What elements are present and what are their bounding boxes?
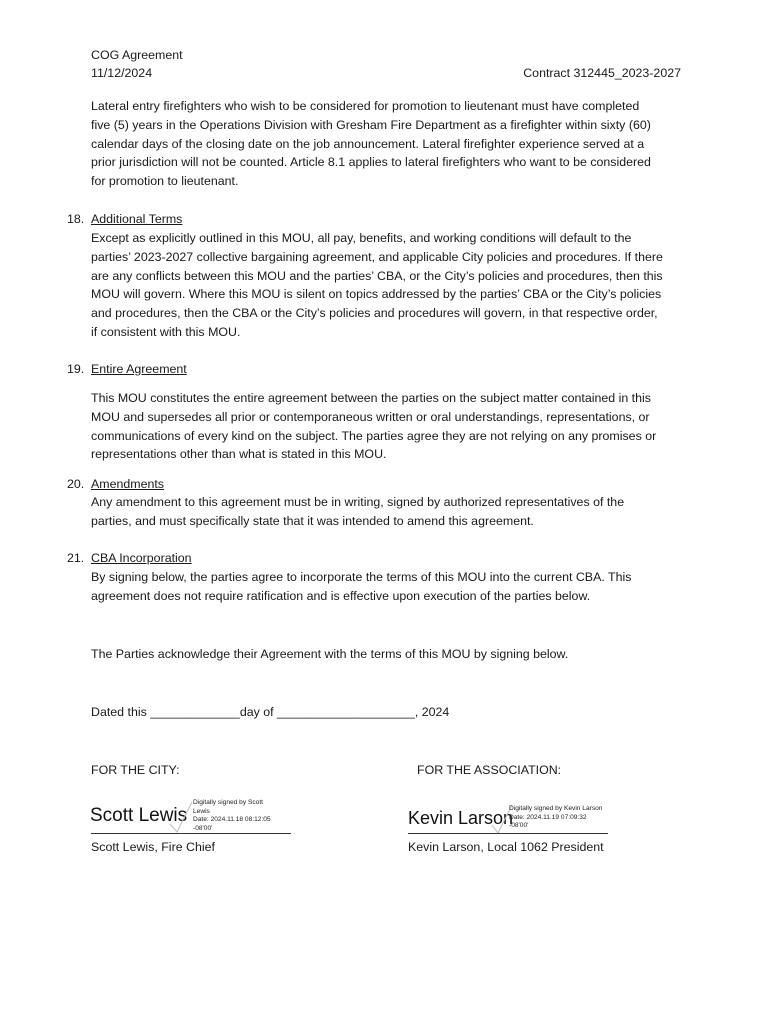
signature-meta-line: Date: 2024.11.18 08:12:05	[193, 816, 271, 824]
section-body-amendments	[91, 493, 691, 531]
paragraph-line: Except as explicitly outlined in this MOU, all pay, benefits, and working conditions will default to the	[91, 231, 632, 245]
paragraph-line: MOU will govern. Where this MOU is silent on topics addressed by the parties’ CBA or the City’s policies	[91, 287, 662, 302]
paragraph-line: are any conflicts between this MOU and the parties’ CBA, or the City’s policies and procedures, then this	[91, 268, 663, 283]
paragraph-line: prior jurisdiction will not be counted. Article 8.1 applies to lateral firefighters who want to be considered	[91, 155, 651, 170]
section-heading-additional-terms: Additional Terms	[91, 212, 183, 226]
signature-meta-line: Digitally signed by Kevin Larson	[509, 805, 603, 812]
digital-signature-check-icon	[168, 800, 194, 836]
signature-meta-line: Digitally signed by Scott	[193, 799, 264, 806]
paragraph-line: for promotion to lieutenant.	[91, 174, 239, 189]
section-heading-cba-incorporation: CBA Incorporation	[91, 551, 192, 565]
paragraph-line: if consistent with this MOU.	[91, 324, 241, 339]
paragraph-line: five (5) years in the Operations Division with Gresham Fire Department as a firefighter within sixty (60)	[91, 117, 651, 132]
paragraph-line: Lateral entry firefighters who wish to be considered for promotion to lieutenant must have completed	[91, 99, 640, 113]
paragraph-line: Any amendment to this agreement must be in writing, signed by authorized representatives of the	[91, 495, 625, 509]
paragraph-line: agreement does not require ratification and is effective upon execution of the parties below.	[91, 588, 591, 603]
association-signature: Kevin Larson	[408, 808, 514, 828]
section-body-entire-agreement	[91, 389, 691, 464]
section-number: 21.	[67, 551, 85, 565]
paragraph-line: MOU and supersedes all prior or contemporaneous written or oral understandings, representations, or	[91, 409, 650, 424]
signature-meta-line: -08'00'	[509, 822, 529, 830]
signature-meta-line: Lewis	[193, 807, 210, 815]
signature-meta-line: Date: 2024.11.19 07:09:32	[509, 813, 587, 821]
paragraph-line: and procedures, then the CBA or the City’s policies and procedures will govern, in that respective order,	[91, 306, 658, 321]
city-digital-signature-details	[193, 799, 271, 833]
paragraph-line: calendar days of the closing date on the job announcement. Lateral firefighter experience served at a	[91, 136, 645, 151]
dated-line: Dated this _____________day of ____________________, 2024	[91, 705, 450, 719]
section-number: 18.	[67, 212, 85, 226]
signature-meta-line: -08'00'	[193, 824, 213, 832]
paragraph-line: parties, and must specifically state that it was intended to amend this agreement.	[91, 513, 534, 528]
city-signature-heading: FOR THE CITY:	[91, 763, 180, 777]
section-heading-amendments: Amendments	[91, 477, 165, 491]
paragraph-line: This MOU constitutes the entire agreement between the parties on the subject matter contained in this	[91, 391, 651, 405]
city-signature: Scott Lewis	[90, 805, 188, 826]
paragraph-line: By signing below, the parties agree to incorporate the terms of this MOU into the current CBA. This	[91, 570, 632, 584]
paragraph-line: representations other than what is stated in this MOU.	[91, 447, 387, 462]
association-digital-signature-details	[509, 805, 602, 831]
section-body-cba-incorporation	[91, 568, 691, 606]
section-number: 20.	[67, 477, 85, 491]
association-signature-heading: FOR THE ASSOCIATION:	[417, 763, 562, 777]
section-heading-entire-agreement: Entire Agreement	[91, 362, 187, 376]
section-body-additional-terms	[91, 229, 691, 342]
section-number: 19.	[67, 362, 85, 376]
city-signer-caption: Scott Lewis, Fire Chief	[91, 840, 215, 854]
document-date: 11/12/2024	[91, 66, 153, 80]
association-signature-line	[408, 833, 608, 834]
contract-number: Contract 312445_2023-2027	[523, 66, 681, 80]
intro-paragraph	[91, 97, 691, 191]
paragraph-line: parties’ 2023-2027 collective bargaining agreement, and applicable City policies and procedures. If there	[91, 249, 663, 264]
acknowledgement-text: The Parties acknowledge their Agreement with the terms of this MOU by signing below.	[91, 647, 569, 661]
paragraph-line: communications of every kind on the subject. The parties agree they are not relying on any promises or	[91, 428, 657, 443]
document-title: COG Agreement	[91, 48, 183, 62]
city-signature-line	[91, 833, 291, 834]
association-signer-caption: Kevin Larson, Local 1062 President	[408, 840, 604, 854]
